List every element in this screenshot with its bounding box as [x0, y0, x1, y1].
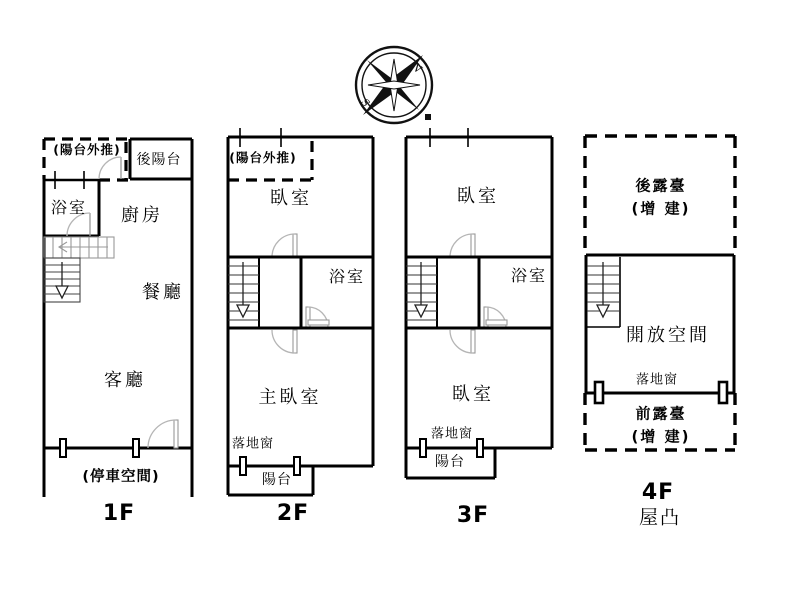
room-label-dining-room: 餐廳: [142, 282, 184, 303]
floorplan-3f: [406, 128, 552, 478]
floor-label-3f: 3F: [456, 503, 490, 528]
floor-sublabel-4f: 屋凸: [638, 506, 682, 529]
room-label-bedroom-2f: 臥室: [270, 188, 312, 209]
stairs-icon: [406, 257, 437, 328]
room-label-bedroom-3f-bottom: 臥室: [452, 384, 494, 405]
stairs-icon: [587, 257, 620, 327]
door-icon: [272, 330, 297, 353]
room-label-parking: (停車空間): [82, 468, 160, 485]
compass-north-label: N: [408, 59, 425, 76]
compass-rose-icon: [356, 47, 432, 123]
room-label-balcony-pushout-1f: (陽台外推): [53, 141, 121, 157]
stairs-icon: [44, 237, 114, 258]
door-icon: [148, 420, 178, 448]
door-icon: [484, 307, 507, 327]
label-french-window-3f: 落地窗: [430, 426, 474, 442]
room-label-rear-balcony: 後陽台: [136, 152, 182, 168]
room-label-balcony-2f: 陽台: [262, 472, 292, 488]
room-label-front-terrace-note: (增 建): [631, 427, 691, 446]
door-icon: [450, 234, 475, 257]
door-icon: [272, 234, 297, 257]
stairs-icon: [228, 257, 259, 328]
floor-label-1f: 1F: [102, 501, 136, 526]
label-french-window-2f: 落地窗: [231, 436, 275, 452]
door-icon: [450, 330, 475, 353]
door-icon: [306, 307, 329, 327]
room-label-open-space: 開放空間: [626, 325, 710, 346]
room-label-rear-terrace-note: (增 建): [631, 199, 691, 218]
label-french-window-4f: 落地窗: [635, 372, 679, 388]
dashed-rear-terrace-outline: [585, 136, 735, 255]
room-label-front-terrace: 前露臺: [635, 404, 687, 423]
room-label-living-room: 客廳: [104, 370, 146, 391]
room-label-bathroom-3f: 浴室: [510, 266, 548, 285]
floor-label-4f: 4F: [641, 480, 675, 505]
stairs-icon: [44, 258, 80, 302]
room-label-balcony-pushout-2f: (陽台外推): [229, 149, 297, 165]
room-label-bathroom-1f: 浴室: [50, 198, 88, 217]
room-label-balcony-3f: 陽台: [435, 454, 465, 470]
room-label-master-bedroom: 主臥室: [258, 387, 322, 408]
room-label-bedroom-3f-top: 臥室: [457, 186, 499, 207]
floor-label-2f: 2F: [276, 501, 310, 526]
room-label-kitchen: 廚房: [121, 205, 163, 226]
room-label-bathroom-2f: 浴室: [328, 267, 366, 286]
room-label-rear-terrace: 後露臺: [635, 176, 687, 195]
door-icon: [99, 157, 121, 179]
compass-south-label: S: [358, 96, 372, 110]
floorplan-1f: [44, 139, 192, 497]
